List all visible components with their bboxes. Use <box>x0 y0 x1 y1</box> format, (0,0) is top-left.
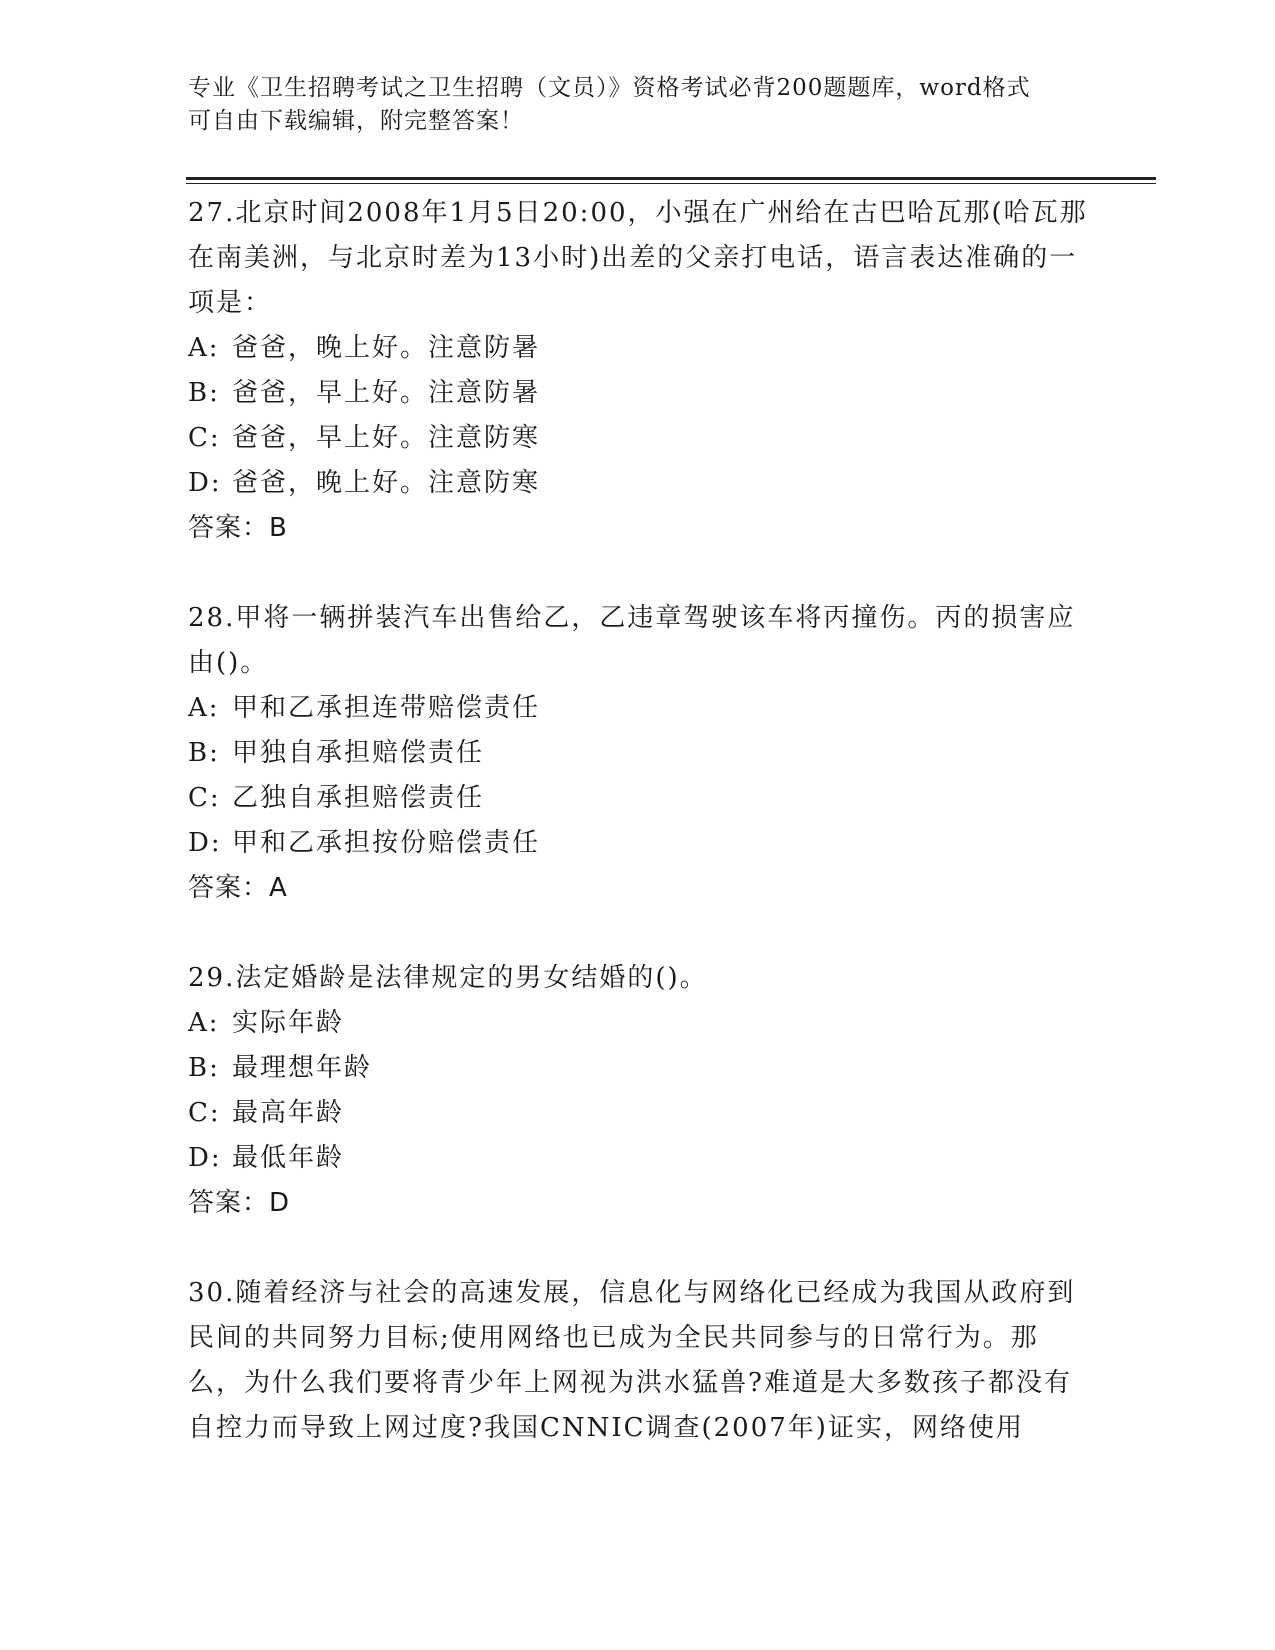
option-b <box>188 371 1088 416</box>
option-letter: A: <box>188 1008 220 1038</box>
question-stem: 29.法定婚龄是法律规定的男女结婚的()。 <box>188 963 708 993</box>
option-letter: C: <box>188 423 221 453</box>
option-text: 甲和乙承担按份赔偿责任 <box>232 828 541 858</box>
header-line-1: 专业《卫生招聘考试之卫生招聘（文员）》资格考试必背200题题库，word格式 <box>188 75 1031 101</box>
document-header <box>188 72 1088 138</box>
option-letter: A: <box>188 693 220 723</box>
question-stem: 28.甲将一辆拼装汽车出售给乙，乙违章驾驶该车将丙撞伤。丙的损害应由()。 <box>188 603 1076 678</box>
option-text: 甲独自承担赔偿责任 <box>232 738 485 768</box>
option-letter: D: <box>188 1143 222 1173</box>
option-d <box>188 461 1088 506</box>
option-letter: D: <box>188 828 222 858</box>
option-letter: B: <box>188 378 220 408</box>
question-30 <box>188 1271 1088 1451</box>
option-text: 实际年龄 <box>232 1008 345 1038</box>
option-text: 爸爸，晚上好。注意防暑 <box>232 333 541 363</box>
option-text: 爸爸，晚上好。注意防寒 <box>232 468 541 498</box>
option-letter: D: <box>188 468 222 498</box>
option-letter: C: <box>188 1098 221 1128</box>
question-stem: 27.北京时间2008年1月5日20:00，小强在广州给在古巴哈瓦那(哈瓦那在南美洲，与北京时差为13小时)出差的父亲打电话，语言表达准确的一项是： <box>188 198 1088 318</box>
option-c <box>188 776 1088 821</box>
question-stem: 30.随着经济与社会的高速发展，信息化与网络化已经成为我国从政府到民间的共同努力目标;使用网络也已成为全民共同参与的日常行为。那么，为什么我们要将青少年上网视为洪水猛兽?难道是大多数孩子都没有自控力而导致上网过度?我国CNNIC调查(2007年)证实，网络使用 <box>188 1278 1076 1443</box>
option-a <box>188 326 1088 371</box>
option-d <box>188 1136 1088 1181</box>
question-list <box>188 191 1088 1496</box>
question-28 <box>188 596 1088 911</box>
option-letter: B: <box>188 1053 220 1083</box>
option-a <box>188 686 1088 731</box>
option-text: 爸爸，早上好。注意防寒 <box>232 423 541 453</box>
option-text: 甲和乙承担连带赔偿责任 <box>232 693 541 723</box>
option-letter: A: <box>188 333 220 363</box>
answer-line: 答案：D <box>188 1188 291 1218</box>
answer-line: 答案：B <box>188 513 288 543</box>
question-27 <box>188 191 1088 551</box>
answer-line: 答案：A <box>188 873 288 903</box>
option-b <box>188 731 1088 776</box>
option-text: 最高年龄 <box>232 1098 345 1128</box>
option-text: 最低年龄 <box>232 1143 345 1173</box>
header-divider-thin <box>186 183 1156 184</box>
option-text: 乙独自承担赔偿责任 <box>232 783 485 813</box>
option-c <box>188 1091 1088 1136</box>
option-text: 最理想年龄 <box>232 1053 373 1083</box>
option-c <box>188 416 1088 461</box>
option-letter: C: <box>188 783 221 813</box>
option-text: 爸爸，早上好。注意防暑 <box>232 378 541 408</box>
option-b <box>188 1046 1088 1091</box>
question-29 <box>188 956 1088 1226</box>
header-line-2: 可自由下载编辑，附完整答案！ <box>188 108 524 134</box>
option-d <box>188 821 1088 866</box>
header-divider-thick <box>186 177 1156 180</box>
option-a <box>188 1001 1088 1046</box>
option-letter: B: <box>188 738 220 768</box>
